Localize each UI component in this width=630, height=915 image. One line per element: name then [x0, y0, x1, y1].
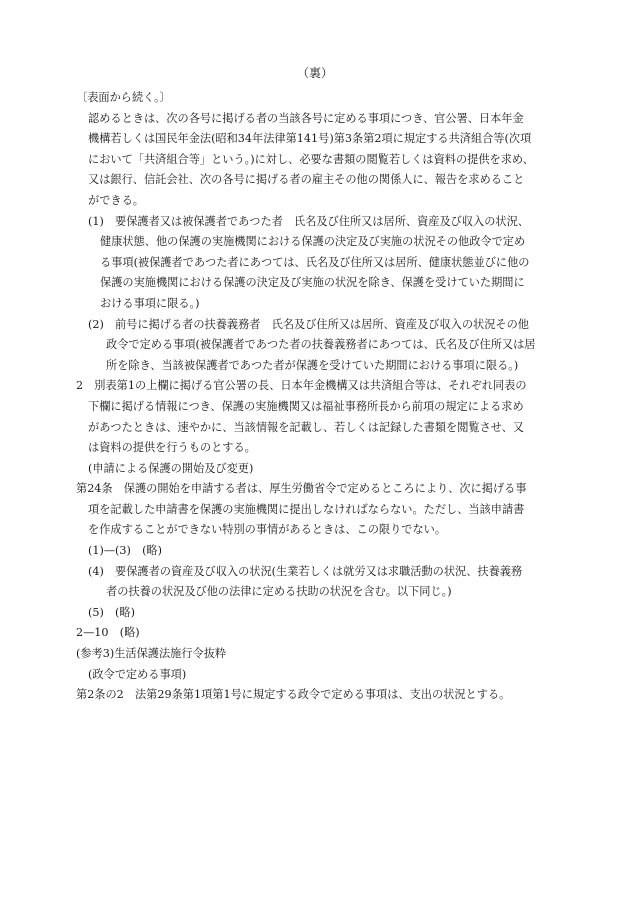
text-line: (参考3)生活保護法施行令抜粋: [76, 647, 227, 661]
text-line: 所を除き、当該被保護者であつた者が保護を受けていた期間における事項に限る。): [106, 358, 519, 372]
text-line: 下欄に掲げる情報につき、保護の実施機関又は福祉事務所長から前項の規定による求め: [88, 399, 524, 413]
text-line: おける事項に限る。): [100, 296, 200, 310]
text-line: 保護の実施機関における保護の決定及び実施の状況を除き、保護を受けていた期間に: [100, 276, 525, 290]
text-line: 機構若しくは国民年金法(昭和34年法律第141号)第3条第2項に規定する共済組合等(次項: [88, 132, 532, 146]
text-line: 政令で定める事項(被保護者であつた者の扶養義務者にあつては、氏名及び住所又は居: [106, 338, 536, 352]
text-line: を作成することができない特別の事情があるときは、この限りでない。: [88, 523, 447, 537]
text-line: (2) 前号に掲げる者の扶養義務者 氏名及び住所又は居所、資産及び収入の状況その他: [88, 317, 529, 331]
text-line: 2—10 (略): [76, 626, 140, 640]
text-line: 健康状態、他の保護の実施機関における保護の決定及び実施の状況その他政令で定め: [100, 235, 526, 249]
text-line: (5) (略): [88, 605, 135, 619]
text-line: 項を記載した申請書を保護の実施機関に提出しなければならない。ただし、当該申請書: [88, 502, 525, 516]
text-line: 又は銀行、信託会社、次の各号に掲げる者の雇主その他の関係人に、報告を求めること: [88, 173, 525, 187]
text-line: ができる。: [88, 193, 144, 207]
text-line: 2 別表第1の上欄に掲げる官公署の長、日本年金機構又は共済組合等は、それぞれ同表の: [76, 379, 527, 393]
text-line: があつたときは、速やかに、当該情報を記載し、若しくは記録した書類を閲覧させ、又: [88, 420, 524, 434]
text-line: 者の扶養の状況及び他の法律に定める扶助の状況を含む。以下同じ。): [106, 585, 452, 599]
page-header: （裏）: [296, 66, 333, 80]
text-line: (申請による保護の開始及び変更): [88, 461, 254, 475]
text-line: る事項(被保護者であつた者にあつては、氏名及び住所又は居所、健康状態並びに他の: [100, 255, 530, 269]
text-line: 第2条の2 法第29条第1項第1号に規定する政令で定める事項は、支出の状況とする。: [76, 688, 511, 702]
document-body: [76, 88, 546, 706]
text-line: は資料の提供を行うものとする。: [88, 441, 256, 455]
text-line: において「共済組合等」という。)に対し、必要な書類の閲覧若しくは資料の提供を求め、: [88, 152, 534, 166]
text-line: 第24条 保護の開始を申請する者は、厚生労働省令で定めるところにより、次に掲げる事: [76, 482, 527, 496]
text-line: (1)—(3) (略): [88, 544, 162, 558]
text-line: (1) 要保護者又は被保護者であつた者 氏名及び住所又は居所、資産及び収入の状況、: [88, 214, 529, 228]
text-line: (政令で定める事項): [88, 667, 187, 681]
text-line: 認めるときは、次の各号に掲げる者の当該各号に定める事項につき、官公署、日本年金: [88, 111, 524, 125]
text-line: (4) 要保護者の資産及び収入の状況(生業若しくは就労又は求職活動の状況、扶養義務: [88, 564, 523, 578]
text-line: 〔表面から続く。〕: [76, 91, 171, 104]
